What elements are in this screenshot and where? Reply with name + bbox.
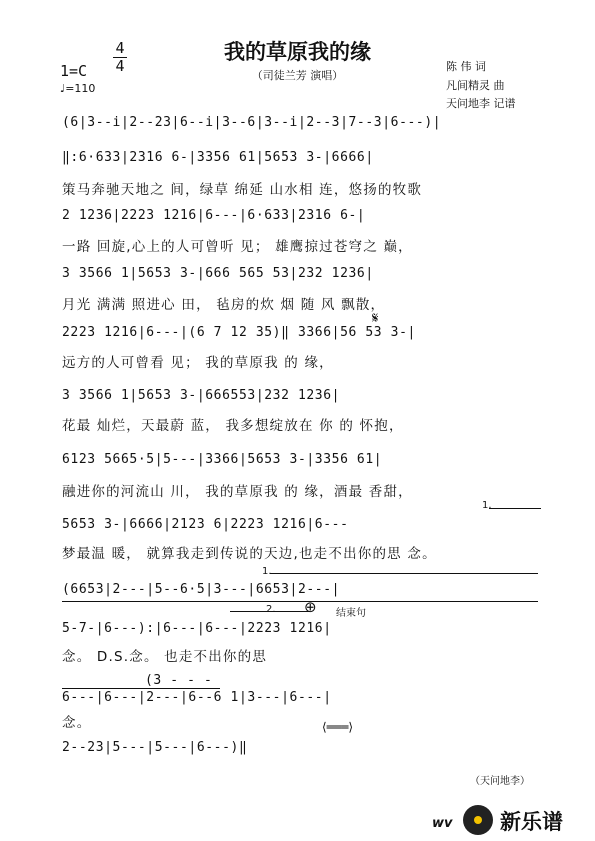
- score-row-5-lyrics: 远方的人可曾看 见； 我的草原我 的 缘，: [62, 355, 334, 371]
- score-row-3-lyrics: 一路 回旋,心上的人可曾听 见； 雄鹰掠过苍穹之 巅，: [62, 239, 413, 255]
- alternate-notes: (3 - - -: [145, 673, 213, 688]
- composer-credit: 凡间精灵 曲: [446, 79, 505, 92]
- ending-2-marker: 2.: [266, 604, 276, 615]
- page-title: 我的草原我的缘: [224, 40, 371, 64]
- score-row-7-lyrics: 融进你的河流山 川， 我的草原我 的 缘，酒最 香甜，: [62, 484, 413, 500]
- vinyl-logo-icon: [463, 805, 493, 835]
- score-row-9-notes: (6653|2---|5--6·5|3---|6653|2---|: [62, 582, 341, 597]
- score-row-12-notes: 2--23|5---|5---|6---)‖: [62, 740, 248, 755]
- site-logo-text: 新乐谱: [500, 810, 563, 834]
- score-row-8-lyrics: 梦最温 暖， 就算我走到传说的天边,也走不出你的思 念。: [62, 546, 437, 562]
- score-row-4-notes: 3 3566 1|5653 3-|666 565 53|232 1236|: [62, 266, 374, 281]
- score-row-10-lyrics: 念。 D.S.念。 也走不出你的思: [62, 649, 268, 665]
- score-row-11-lyrics: 念。: [62, 715, 92, 731]
- time-signature: [112, 40, 128, 75]
- footer-credit: （天问地李）: [470, 776, 530, 787]
- site-prefix: wv: [432, 816, 453, 831]
- score-row-4-lyrics: 月光 满满 照进心 田， 毡房的炊 烟 随 风 飘散，: [62, 297, 386, 313]
- ending-1-bracket-b: [270, 573, 538, 574]
- segno-sign: 𝄋: [372, 309, 379, 327]
- ending-2-bracket: [230, 611, 310, 612]
- end-phrase-label: 结束句: [336, 608, 366, 619]
- tempo-marking: ♩=110: [60, 82, 96, 95]
- ending-1-bracket-a: [489, 508, 541, 509]
- ending-1-marker-a: 1.: [482, 500, 492, 511]
- key-signature: 1=C: [60, 62, 88, 80]
- score-row-11-notes: 6---|6---|2---|6--6 1|3---|6---|: [62, 690, 332, 705]
- score-row-6-notes: 3 3566 1|5653 3-|666553|232 1236|: [62, 388, 341, 403]
- coda-sign: ⊕: [304, 598, 317, 616]
- score-row-6-lyrics: 花最 灿烂，天最蔚 蓝， 我多想绽放在 你 的 怀抱，: [62, 418, 404, 434]
- score-row-3-notes: 2 1236|2223 1216|6---|6·633|2316 6-|: [62, 208, 366, 223]
- score-row-10-notes: 5-7-|6---):|6---|6---|2223 1216|: [62, 621, 332, 636]
- fermata-sign: ⟨═══⟩: [322, 720, 354, 734]
- score-row-5-notes: 2223 1216|6---|(6 7 12 35)‖ 3366|56 53 3-|: [62, 325, 416, 340]
- score-row-1-notes: (6|3--i|2--23|6--i|3--6|3--i|2--3|7--3|6---)|: [62, 115, 442, 130]
- transcriber-credit: 天问地李 记谱: [446, 97, 516, 110]
- performer-subtitle: （司徒兰芳 演唱）: [251, 69, 344, 82]
- time-signature-bottom: 4: [115, 57, 125, 75]
- score-row-2-notes: ‖:6·633|2316 6-|3356 61|5653 3-|6666|: [62, 150, 374, 165]
- score-row-7-notes: 6123 5665·5|5---|3366|5653 3-|3356 61|: [62, 452, 383, 467]
- system-line-interlude: [62, 601, 538, 602]
- ending-1-marker-b: 1.: [262, 566, 272, 577]
- score-row-2-lyrics: 策马奔驰天地之 间，绿草 绵延 山水相 连，悠扬的牧歌: [62, 182, 423, 198]
- time-signature-top: 4: [115, 39, 125, 57]
- lyricist-credit: 陈 伟 词: [446, 60, 486, 73]
- score-row-8-notes: 5653 3-|6666|2123 6|2223 1216|6---: [62, 517, 349, 532]
- tie-line: [62, 688, 220, 689]
